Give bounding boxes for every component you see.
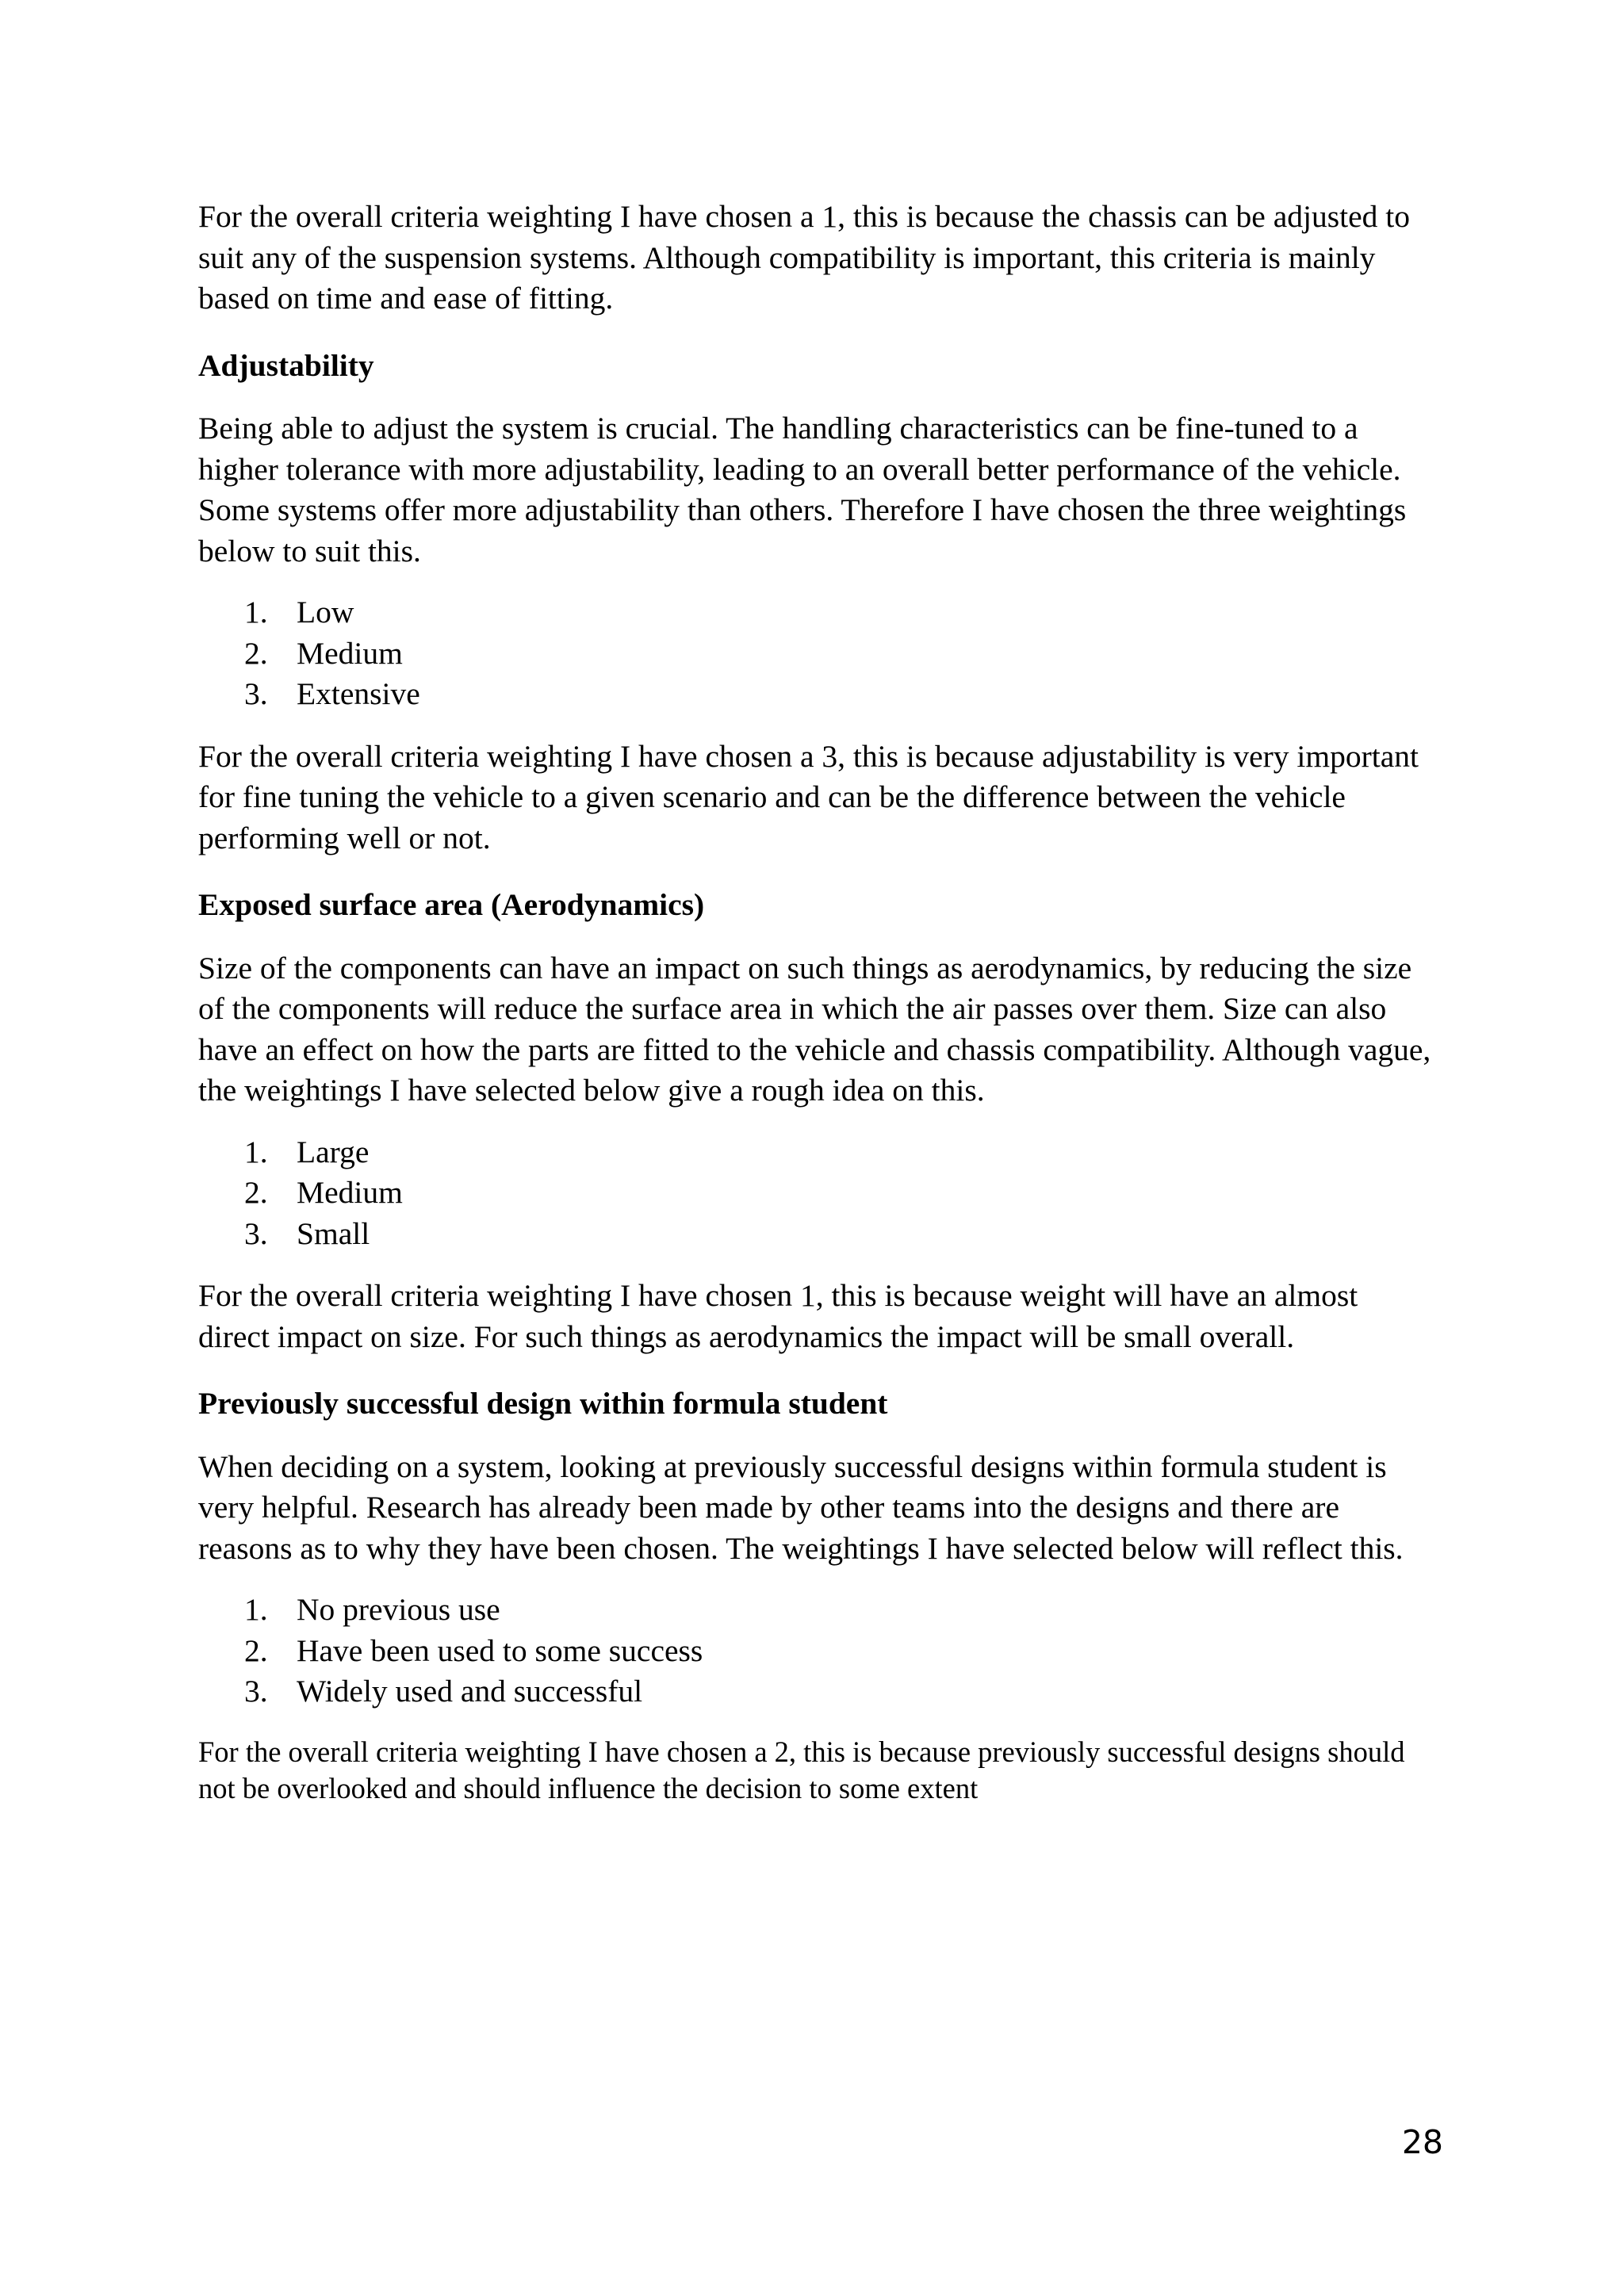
section-body-adjustability: Being able to adjust the system is crucial. The handling characteristics can be fine-tuned to a higher tolerance with more adjustability, leading to an overall better performance of the vehicle. Some systems offer more adjustability than others. Therefore I have chosen the three weightings below to suit this. — [198, 411, 1407, 568]
list-text: Medium — [297, 1175, 403, 1210]
list-number: 3. — [244, 1215, 268, 1251]
section-heading-aerodynamics: Exposed surface area (Aerodynamics) — [198, 887, 705, 922]
section-body-aerodynamics: Size of the components can have an impact on such things as aerodynamics, by reducing the size of the components will reduce the surface area in which the air passes over them. Size can also have an effect on how the parts are fitted to the vehicle and chassis compatibility. Although vague, the weightings I have selected below give a rough idea on this. — [198, 950, 1431, 1108]
list-number: 3. — [244, 1674, 268, 1709]
section-body-previous-designs: When deciding on a system, looking at previously successful designs within formula student is very helpful. Research has already been made by other teams into the designs and there are reasons as to why they have been chosen. The weightings I have selected below will reflect this. — [198, 1448, 1404, 1566]
page-number: 28 — [1401, 2123, 1443, 2161]
weighting-list-aerodynamics — [198, 1132, 1435, 1255]
section-heading-adjustability: Adjustability — [198, 347, 374, 383]
list-item — [198, 633, 1435, 675]
list-item — [198, 1671, 1435, 1712]
list-number: 1. — [244, 1592, 268, 1627]
intro-paragraph: For the overall criteria weighting I have chosen a 1, this is because the chassis can be adjusted to suit any of the suspension systems. Although compatibility is important, this criteria is mainly based on time and ease of fitting. — [198, 199, 1410, 316]
list-text: Widely used and successful — [297, 1674, 643, 1709]
list-text: Extensive — [297, 676, 420, 711]
list-text: Have been used to some success — [297, 1632, 703, 1668]
list-number: 3. — [244, 676, 268, 711]
list-number: 2. — [244, 1175, 268, 1210]
list-item — [198, 1132, 1435, 1173]
list-text: Large — [297, 1134, 370, 1169]
list-item — [198, 1173, 1435, 1214]
list-number: 2. — [244, 635, 268, 671]
section-conclusion-previous-designs: For the overall criteria weighting I have chosen a 2, this is because previously successful designs should not be overlooked and should influence the decision to some extent — [198, 1735, 1405, 1804]
list-item — [198, 674, 1435, 715]
list-number: 1. — [244, 1134, 268, 1169]
document-page — [198, 197, 1435, 1807]
list-item — [198, 1631, 1435, 1672]
list-number: 2. — [244, 1632, 268, 1668]
list-text: Low — [297, 595, 354, 629]
list-item — [198, 592, 1435, 633]
section-heading-previous-designs: Previously successful design within formula student — [198, 1386, 888, 1421]
list-text: Small — [297, 1215, 370, 1251]
list-text: Medium — [297, 635, 403, 671]
weighting-list-adjustability — [198, 592, 1435, 715]
weighting-list-previous-designs — [198, 1590, 1435, 1712]
list-text: No previous use — [297, 1592, 500, 1627]
section-conclusion-aerodynamics: For the overall criteria weighting I have chosen 1, this is because weight will have an almost direct impact on size. For such things as aerodynamics the impact will be small overall. — [198, 1278, 1358, 1354]
section-conclusion-adjustability: For the overall criteria weighting I have chosen a 3, this is because adjustability is very important for fine tuning the vehicle to a given scenario and can be the difference between the vehicle performing well or not. — [198, 738, 1419, 855]
list-number: 1. — [244, 595, 268, 629]
list-item — [198, 1590, 1435, 1631]
list-item — [198, 1214, 1435, 1255]
